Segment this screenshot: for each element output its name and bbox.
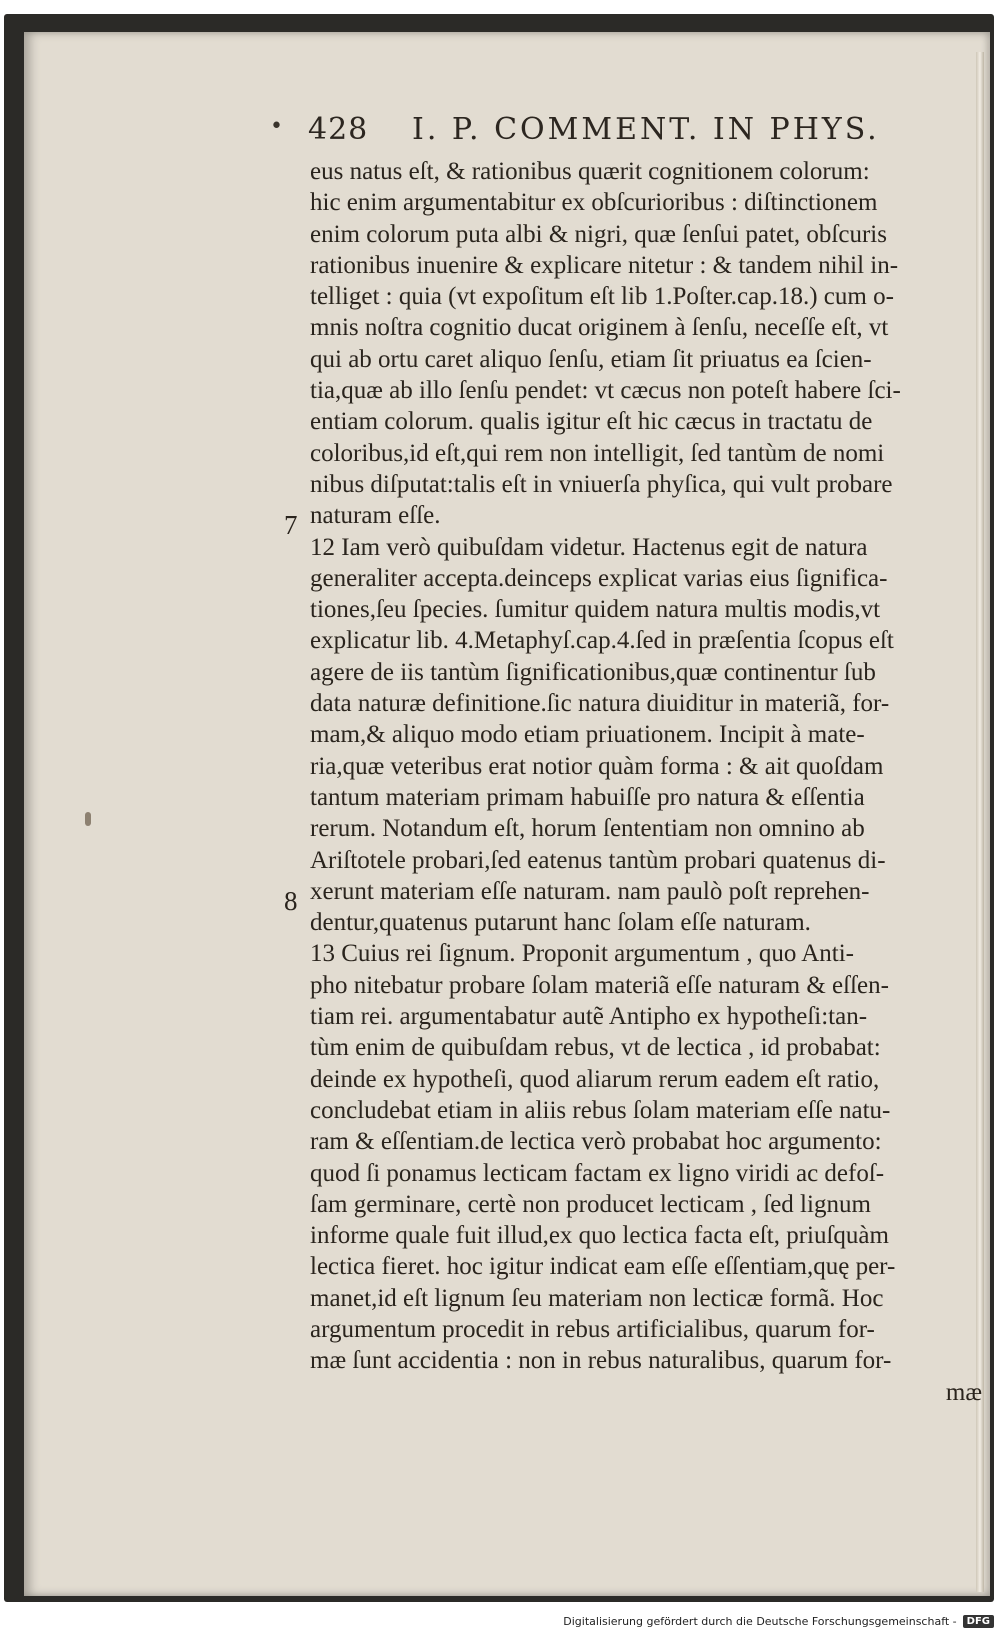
text-line: xerunt materiam eſſe naturam. nam paulò poſt reprehen- (310, 877, 870, 905)
margin-number: 8 (284, 886, 298, 916)
ink-spot (85, 812, 91, 826)
text-line: mæ ſunt accidentia : non in rebus naturalibus, quarum for- (310, 1347, 892, 1375)
text-line: manet,id eſt lignum ſeu materiam non lecticæ formã. Hoc (310, 1284, 884, 1312)
text-line: quod ſi ponamus lecticam factam ex ligno viridi ac defoſ- (310, 1159, 885, 1187)
header-mark: • (270, 114, 283, 139)
text-line: entiam colorum. qualis igitur eſt hic cæcus in tractatu de (310, 408, 873, 436)
text-line: hic enim argumentabitur ex obſcurioribus : diſtinctionem (310, 189, 878, 217)
text-line: agere de iis tantùm ſignificationibus,quæ continentur ſub (310, 658, 876, 686)
text-line: enim colorum puta albi & nigri, quæ ſenſui patet, obſcuris (310, 220, 887, 248)
credit-text: Digitalisierung gefördert durch die Deutsche Forschungsgemeinschaft - (563, 1614, 957, 1628)
text-line: Ariſtotele probari,ſed eatenus tantùm probari quatenus di- (310, 846, 886, 874)
text-line: ram & eſſentiam.de lectica verò probabat hoc argumento: (310, 1128, 882, 1156)
text-line: pho nitebatur probare ſolam materiã eſſe naturam & eſſen- (310, 971, 889, 999)
text-line: lectica fieret. hoc igitur indicat eam eſſe eſſentiam,quę per- (310, 1253, 896, 1281)
running-title: I. P. COMMENT. IN PHYS. (412, 112, 880, 147)
text-line: qui ab ortu caret aliquo ſenſu, etiam ſit priuatus ea ſcien- (310, 345, 872, 373)
text-line: rerum. Notandum eſt, horum ſententiam non omnino ab (310, 815, 865, 843)
text-line: data naturæ definitione.ſic natura diuiditur in materiã, for- (310, 690, 890, 718)
text-line: rationibus inuenire & explicare nitetur : & tandem nihil in- (310, 251, 899, 279)
page-number: 428 (308, 112, 369, 147)
text-line: mnis noſtra cognitio ducat originem à ſenſu, neceſſe eſt, vt (310, 314, 889, 342)
body-text (310, 156, 982, 1408)
running-header (24, 110, 990, 150)
dfg-logo: DFG (963, 1615, 994, 1628)
text-line: argumentum procedit in rebus artificialibus, quarum for- (310, 1315, 875, 1343)
text-line: deinde ex hypotheſi, quod aliarum rerum eadem eſt ratio, (310, 1065, 880, 1093)
text-line: tantum materiam primam habuiſſe pro natura & eſſentia (310, 783, 865, 811)
text-line: generaliter accepta.deinceps explicat varias eius ſignifica- (310, 564, 888, 592)
book-scan (4, 14, 994, 1602)
text-line: 13 Cuius rei ſignum. Proponit argumentum , quo Anti- (310, 940, 854, 968)
footer-credit (563, 1610, 994, 1632)
text-line: coloribus,id eſt,qui rem non intelligit, ſed tantùm de nomi (310, 439, 885, 467)
catchword: mæ (945, 1378, 982, 1406)
text-line: telliget : quia (vt expoſitum eſt lib 1.Poſter.cap.18.) cum o- (310, 283, 894, 311)
book-page (24, 32, 990, 1596)
margin-number: 7 (284, 510, 298, 540)
text-line: explicatur lib. 4.Metaphyſ.cap.4.ſed in præſentia ſcopus eſt (310, 627, 894, 655)
text-line: 12 Iam verò quibuſdam videtur. Hactenus egit de natura (310, 533, 868, 561)
text-line: dentur,quatenus putarunt hanc ſolam eſſe naturam. (310, 909, 811, 937)
text-line: naturam eſſe. (310, 502, 441, 530)
text-line: tiones,ſeu ſpecies. ſumitur quidem natura multis modis,vt (310, 596, 881, 624)
text-line: ria,quæ veteribus erat notior quàm forma : & ait quoſdam (310, 752, 884, 780)
text-line: tùm enim de quibuſdam rebus, vt de lectica , id probabat: (310, 1034, 881, 1062)
text-line: concludebat etiam in aliis rebus ſolam materiam eſſe natu- (310, 1096, 891, 1124)
text-line: informe quale fuit illud,ex quo lectica facta eſt, priuſquàm (310, 1222, 889, 1250)
text-line: tiam rei. argumentabatur autẽ Antipho ex hypotheſi:tan- (310, 1003, 868, 1031)
text-line: eus natus eſt, & rationibus quærit cognitionem colorum: (310, 158, 870, 185)
text-line: ſam germinare, certè non producet lecticam , ſed lignum (310, 1190, 871, 1218)
text-line: nibus diſputat:talis eſt in vniuerſa phyſica, qui vult probare (310, 470, 893, 498)
text-line: mam,& aliquo modo etiam priuationem. Incipit à mate- (310, 721, 865, 749)
text-line: tia,quæ ab illo ſenſu pendet: vt cæcus non poteſt habere ſci- (310, 377, 901, 405)
